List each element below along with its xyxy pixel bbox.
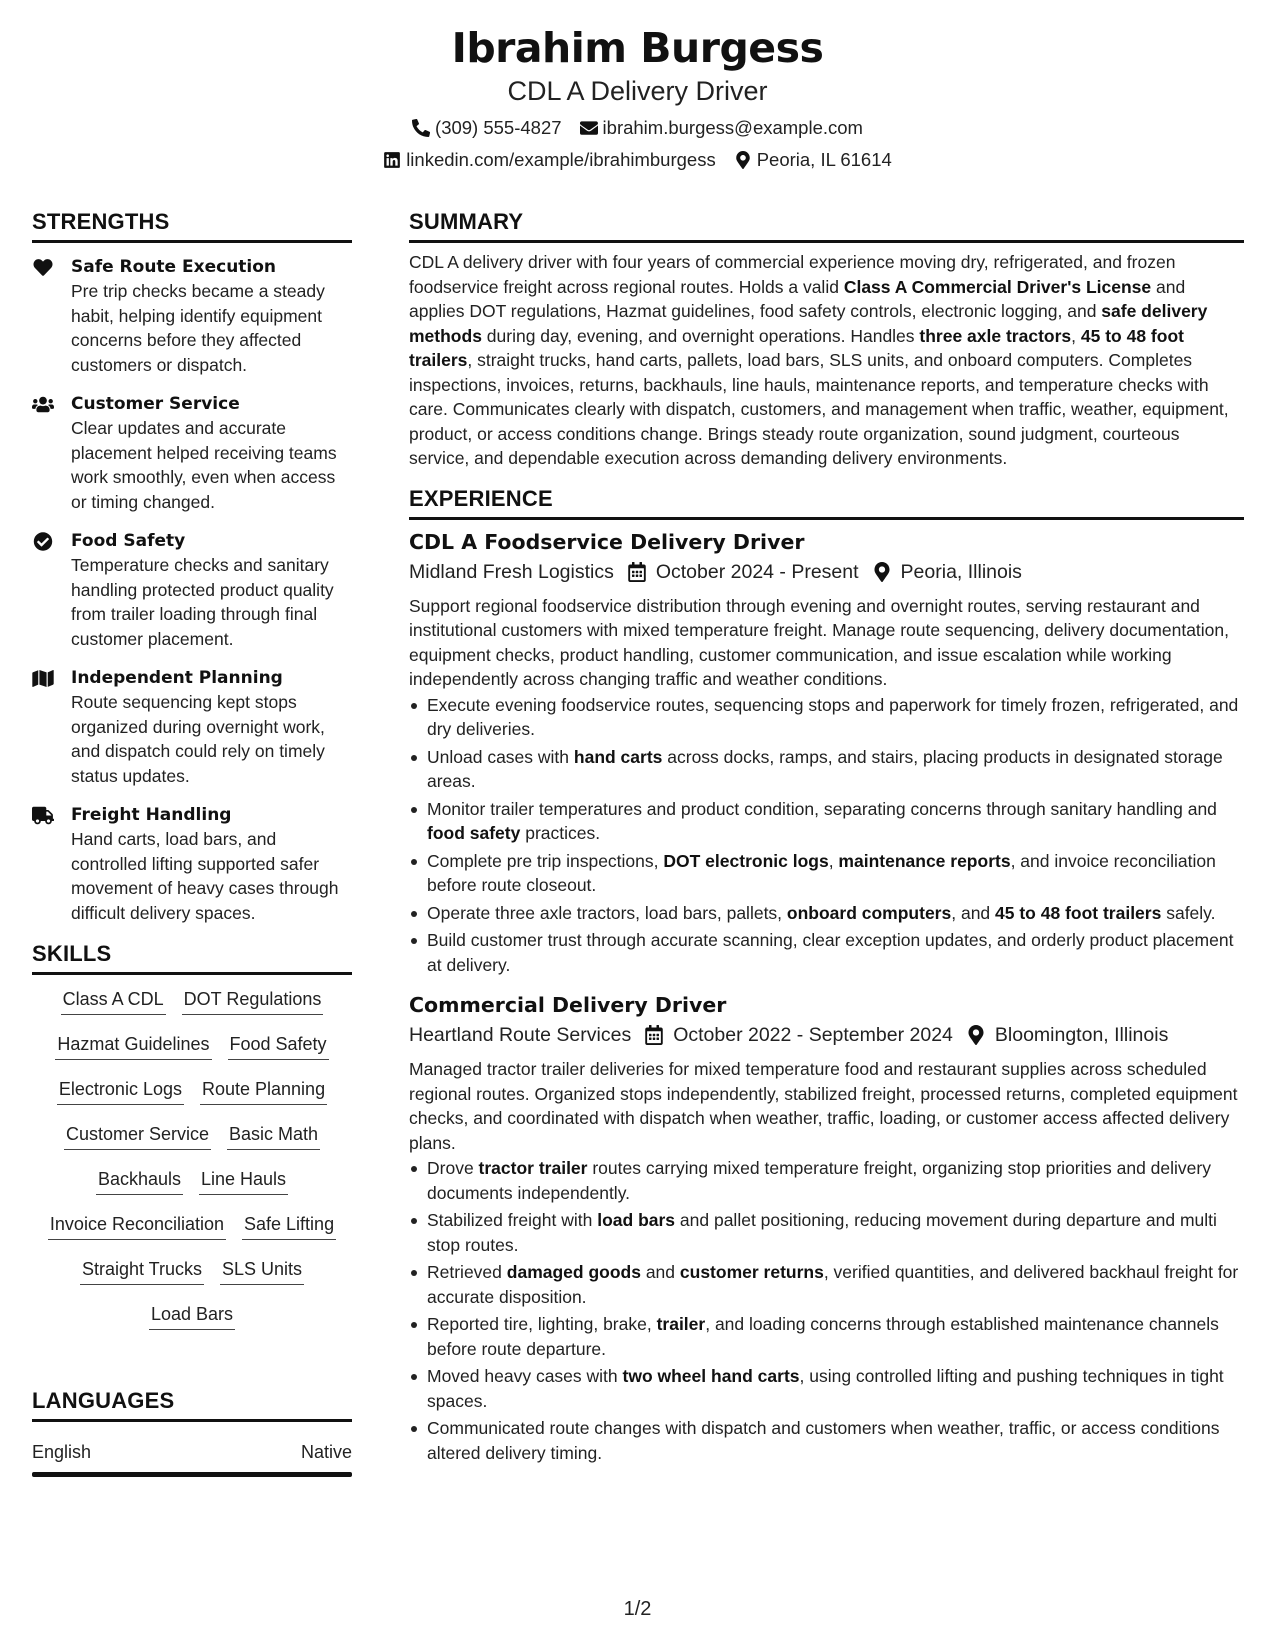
strengths-heading: STRENGTHS (32, 209, 170, 234)
bullet-item: Drove tractor trailer routes carrying mixed temperature freight, organizing stop priorities and delivery documents independently. (409, 1156, 1244, 1205)
skill-tag: DOT Regulations (182, 987, 324, 1015)
skill-tag: Load Bars (149, 1302, 235, 1330)
strength-description: Clear updates and accurate placement helped receiving teams work smoothly, even when access or timing changed. (71, 418, 337, 512)
company-name: Midland Fresh Logistics (409, 560, 614, 583)
strength-title: Food Safety (71, 531, 186, 551)
skills-rule (32, 972, 352, 975)
strength-title: Freight Handling (71, 805, 232, 825)
location-text: Peoria, IL 61614 (756, 149, 892, 170)
experience-rule (409, 517, 1244, 520)
bullet-item: Communicated route changes with dispatch and customers when weather, traffic, or access conditions altered delivery timing. (409, 1416, 1244, 1465)
job-location: Bloomington, Illinois (994, 1024, 1169, 1046)
summary-section (409, 208, 1244, 471)
summary-heading: SUMMARY (409, 209, 524, 234)
skills-list (32, 987, 352, 1347)
skill-tag: Hazmat Guidelines (55, 1032, 211, 1060)
skills-heading: SKILLS (32, 941, 112, 966)
calendar-icon (628, 562, 646, 582)
skill-row (32, 987, 352, 1032)
bullet-item: Build customer trust through accurate scanning, clear exception updates, and orderly product placement at delivery. (409, 928, 1244, 977)
job-description: Support regional foodservice distribution through evening and overnight routes, serving restaurant and institutional customers with mixed temperature freight. Manage route sequencing, delivery documentation, equipment checks, product handling, customer communication, and issue escalation while working independently across changing traffic and weather conditions. (409, 595, 1230, 689)
skill-row (32, 1122, 352, 1167)
job-meta (409, 1021, 1244, 1049)
skill-row (32, 1032, 352, 1077)
bullet-item: Unload cases with hand carts across docks, ramps, and stairs, placing products in designated storage areas. (409, 745, 1244, 794)
strengths-list (32, 255, 352, 925)
location-contact (734, 148, 892, 172)
job-description: Managed tractor trailer deliveries for mixed temperature food and restaurant supplies across scheduled regional routes. Organized stops independently, stabilized freight, processed returns, completed equipment checks, and coordinated with dispatch when weather, traffic, loading, or customer access affected delivery plans. (409, 1059, 1238, 1153)
skill-tag: Backhauls (96, 1167, 183, 1195)
phone-icon (412, 119, 430, 137)
linkedin-icon (383, 151, 401, 169)
email-text: ibrahim.burgess@example.com (602, 117, 863, 138)
summary-text: CDL A delivery driver with four years of commercial experience moving dry, refrigerated, and frozen foodservice freight across regional routes. Holds a valid Class A Commercial Driver's License and applies DOT regulations, Hazmat guidelines, food safety controls, electronic logging, and safe delivery methods during day, evening, and overnight operations. Handles three axle tractors, 45 to 48 foot trailers, straight trucks, hand carts, pallets, load bars, SLS units, and onboard computers. Completes inspections, invoices, returns, backhauls, line hauls, maintenance reports, and temperature checks with care. Communicates clearly with dispatch, customers, and management when traffic, weather, equipment, product, or access conditions change. Brings steady route organization, sound judgment, courteous service, and dependable execution across demanding delivery environments. (409, 252, 1229, 468)
bullet-item: Stabilized freight with load bars and pallet positioning, reducing movement during departure and multi stop routes. (409, 1208, 1244, 1257)
map-icon (32, 668, 54, 688)
email-contact[interactable] (580, 116, 863, 140)
experience-section (409, 485, 1244, 1466)
skill-row (32, 1257, 352, 1302)
skill-tag: SLS Units (220, 1257, 304, 1285)
job-location: Peoria, Illinois (900, 560, 1022, 583)
page-number: 1/2 (623, 1598, 652, 1620)
company-name: Heartland Route Services (409, 1024, 632, 1046)
skill-tag: Line Hauls (199, 1167, 288, 1195)
experience-list (409, 528, 1244, 1466)
skill-tag: Safe Lifting (242, 1212, 336, 1240)
strength-item (32, 392, 352, 514)
bullet-item: Monitor trailer temperatures and product condition, separating concerns through sanitary handling and food safety practices. (409, 797, 1244, 846)
skill-tag: Route Planning (200, 1077, 327, 1105)
contact-row-1 (0, 116, 1275, 140)
linkedin-text: linkedin.com/example/ibrahimburgess (406, 149, 716, 170)
experience-heading: EXPERIENCE (409, 485, 553, 511)
skill-tag: Straight Trucks (80, 1257, 204, 1285)
job-title: CDL A Foodservice Delivery Driver (409, 529, 805, 554)
strengths-rule (32, 240, 352, 243)
contact-row-2 (0, 148, 1275, 172)
skill-row (32, 1077, 352, 1122)
languages-rule (32, 1419, 352, 1422)
envelope-icon (580, 119, 598, 137)
strength-title: Independent Planning (71, 668, 283, 688)
bullet-item: Complete pre trip inspections, DOT electronic logs, maintenance reports, and invoice reconciliation before route closeout. (409, 849, 1244, 898)
strength-description: Route sequencing kept stops organized during overnight work, and dispatch could rely on timely status updates. (71, 692, 325, 786)
job-bullets (409, 693, 1244, 978)
heart-icon (32, 257, 54, 277)
bullet-item: Execute evening foodservice routes, sequencing stops and paperwork for timely frozen, refrigerated, and dry deliveries. (409, 693, 1244, 742)
map-pin-icon (873, 562, 891, 582)
skill-tag: Customer Service (64, 1122, 211, 1150)
language-row (32, 1440, 352, 1464)
candidate-name: Ibrahim Burgess (451, 24, 824, 72)
skill-row (32, 1167, 352, 1212)
resume-header (0, 22, 1275, 172)
language-level-bar (32, 1472, 352, 1477)
language-level: Native (300, 1442, 352, 1462)
strength-item (32, 666, 352, 788)
left-column (32, 208, 352, 1477)
job-meta (409, 558, 1244, 586)
skill-tag: Food Safety (228, 1032, 329, 1060)
skill-tag: Class A CDL (61, 987, 166, 1015)
bullet-item: Reported tire, lighting, brake, trailer, and loading concerns through established maintenance channels before route departure. (409, 1312, 1244, 1361)
bullet-item: Moved heavy cases with two wheel hand carts, using controlled lifting and pushing techniques in tight spaces. (409, 1364, 1244, 1413)
skill-row (32, 1212, 352, 1257)
strength-title: Safe Route Execution (71, 257, 277, 277)
strength-item (32, 255, 352, 377)
skill-tag: Invoice Reconciliation (48, 1212, 226, 1240)
bullet-item: Operate three axle tractors, load bars, pallets, onboard computers, and 45 to 48 foot trailers safely. (409, 901, 1244, 926)
job-dates: October 2024 - Present (655, 560, 859, 583)
skill-tag: Electronic Logs (57, 1077, 184, 1105)
skills-section (32, 940, 352, 1347)
calendar-icon (645, 1025, 663, 1045)
languages-heading: LANGUAGES (32, 1388, 175, 1413)
strength-item (32, 803, 352, 925)
experience-entry (409, 528, 1244, 978)
map-pin-icon (734, 151, 752, 169)
phone-contact[interactable] (412, 116, 562, 140)
strengths-section (32, 208, 352, 925)
summary-rule (409, 240, 1244, 243)
skill-tag: Basic Math (227, 1122, 320, 1150)
languages-section (32, 1387, 352, 1477)
map-pin-icon (967, 1025, 985, 1045)
skill-row (32, 1302, 352, 1347)
check-circle-icon (32, 531, 54, 551)
strength-description: Hand carts, load bars, and controlled lifting supported safer movement of heavy cases through difficult delivery spaces. (71, 829, 339, 923)
job-dates: October 2022 - September 2024 (673, 1024, 953, 1046)
experience-entry (409, 991, 1244, 1465)
job-bullets (409, 1156, 1244, 1465)
job-title: Commercial Delivery Driver (409, 993, 727, 1017)
candidate-title: CDL A Delivery Driver (507, 76, 768, 106)
linkedin-contact[interactable] (383, 148, 716, 172)
strength-description: Pre trip checks became a steady habit, helping identify equipment concerns before they affected customers or dispatch. (71, 281, 325, 375)
users-icon (32, 394, 54, 414)
phone-text: (309) 555-4827 (435, 117, 562, 138)
right-column (409, 208, 1244, 1468)
strength-description: Temperature checks and sanitary handling protected product quality from trailer loading through final customer placement. (71, 555, 334, 649)
truck-icon (32, 805, 54, 825)
strength-item (32, 529, 352, 651)
strength-title: Customer Service (71, 394, 240, 414)
bullet-item: Retrieved damaged goods and customer returns, verified quantities, and delivered backhaul freight for accurate disposition. (409, 1260, 1244, 1309)
language-name: English (32, 1442, 92, 1462)
